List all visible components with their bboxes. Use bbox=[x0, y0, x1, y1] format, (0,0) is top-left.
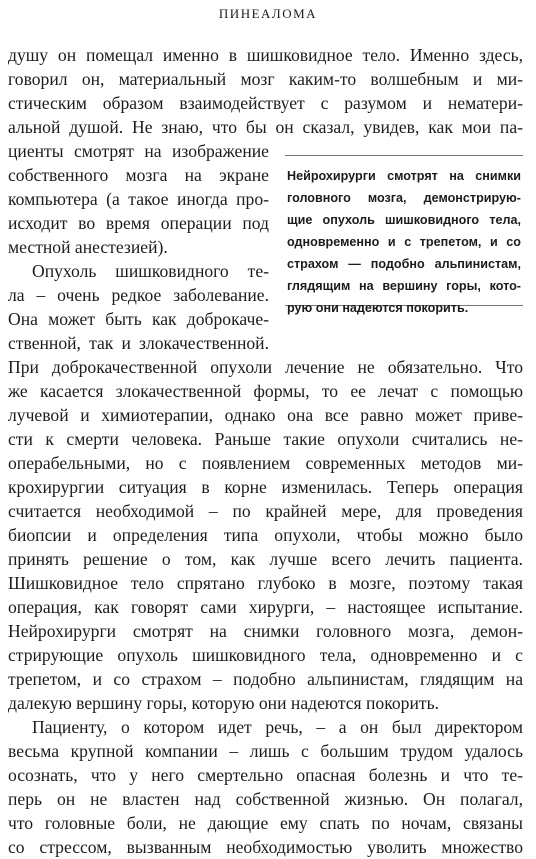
pull-quote-line: головного мозга, демонстрирую- bbox=[287, 191, 521, 205]
pull-quote-line: страхом — подобно альпинистам, bbox=[287, 257, 521, 271]
body-line: сти к смерти человека. Раньше такие опухоли считались не- bbox=[8, 429, 523, 449]
body-line: циенты смотрят на изображение bbox=[8, 141, 269, 161]
body-line: собственного мозга на экране bbox=[8, 165, 269, 185]
body-line: Она может быть как доброкаче- bbox=[8, 309, 269, 329]
body-line: Пациенту, о котором идет речь, – а он был директором bbox=[32, 717, 523, 737]
body-line: альной душой. Не знаю, что бы он сказал, увидев, как мои па- bbox=[8, 117, 523, 137]
body-line: стическим образом взаимодействует с разумом и нематери- bbox=[8, 93, 523, 113]
body-line: перь он не властен над собственной жизнью. Он полагал, bbox=[8, 789, 523, 809]
body-line: стрирующие опухоль шишковидного тела, одновременно и с bbox=[8, 645, 523, 665]
body-line: операбельными, но с появлением современных методов ми- bbox=[8, 453, 523, 473]
pull-quote-line: рую они надеются покорить. bbox=[287, 301, 469, 315]
body-line: душу он помещал именно в шишковидное тело. Именно здесь, bbox=[8, 45, 523, 65]
body-line: ственной, так и злокачественной. bbox=[8, 333, 269, 353]
body-line: считается необходимой – по крайней мере, для проведения bbox=[8, 501, 523, 521]
body-line: принять решение о том, как лучше всего лечить пациента. bbox=[8, 549, 523, 569]
pull-quote bbox=[285, 155, 523, 315]
pull-quote-line: одновременно и с трепетом, и со bbox=[287, 235, 521, 249]
body-line: говорил он, материальный мозг каким-то волшебным и ми- bbox=[8, 69, 523, 89]
pull-quote-line: глядящим на вершину горы, кото- bbox=[287, 279, 521, 293]
body-line: весьма крупной компании – лишь с большим трудом удалось bbox=[8, 741, 523, 761]
body-line: местной анестезией). bbox=[8, 237, 168, 257]
body-line: осознать, что у него смертельно опасная болезнь и что те- bbox=[8, 765, 523, 785]
body-line: биопсии и определения типа опухоли, чтобы можно было bbox=[8, 525, 523, 545]
body-line: что головные боли, не дающие ему спать по ночам, связаны bbox=[8, 813, 523, 833]
body-line: ла – очень редкое заболевание. bbox=[8, 285, 269, 305]
body-line: далекую вершину горы, которую они надеются покорить. bbox=[8, 693, 440, 713]
body-line: компьютера (а такое иногда про- bbox=[8, 189, 269, 209]
body-line: трепетом, и со страхом – подобно альпинистам, глядящим на bbox=[8, 669, 523, 689]
body-line: Опухоль шишковидного те- bbox=[32, 261, 269, 281]
body-line: же касается злокачественной формы, то ее лечат с помощью bbox=[8, 381, 523, 401]
body-line: лучевой и химиотерапии, однако она все равно может приве- bbox=[8, 405, 523, 425]
running-header: ПИНЕАЛОМА bbox=[218, 6, 318, 21]
body-line: исходит во время операции под bbox=[8, 213, 269, 233]
body-line: операция, как говорят сами хирурги, – настоящее испытание. bbox=[8, 597, 523, 617]
pull-quote-line: Нейрохирурги смотрят на снимки bbox=[287, 169, 521, 183]
body-line: При доброкачественной опухоли лечение не обязательно. Что bbox=[8, 357, 523, 377]
pull-quote-line: щие опухоль шишковидного тела, bbox=[287, 213, 521, 227]
body-line: Шишковидное тело спрятано глубоко в мозге, поэтому такая bbox=[8, 573, 523, 593]
body-line: крохирургии ситуация в корне изменилась. Теперь операция bbox=[8, 477, 523, 497]
body-line: Нейрохирурги смотрят на снимки головного мозга, демон- bbox=[8, 621, 523, 641]
body-line: со стрессом, вызванным необходимостью уволить множество bbox=[8, 837, 523, 857]
